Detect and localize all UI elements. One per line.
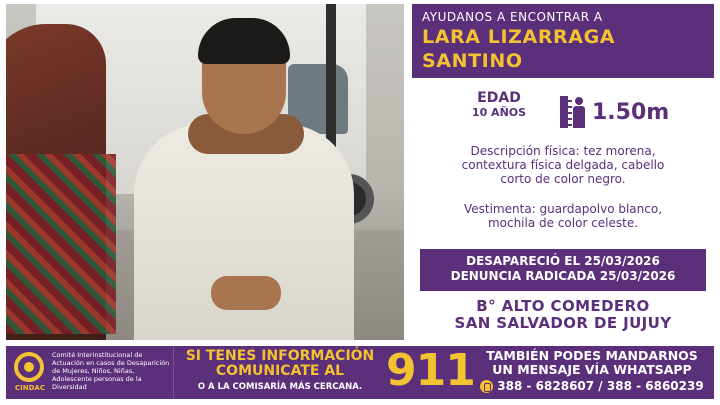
missing-person-photo xyxy=(6,4,404,340)
whatsapp-phones xyxy=(472,378,712,394)
person-name-line2: SANTINO xyxy=(422,50,523,72)
description-line: Descripción física: tez morena, xyxy=(470,144,656,158)
info-panel xyxy=(412,4,714,340)
name-header xyxy=(412,4,714,78)
clothing-description xyxy=(412,202,714,230)
whatsapp-line1: TAMBIÉN PODES MANDARNOS xyxy=(486,348,698,363)
whatsapp-line2: UN MENSAJE VÍA WHATSAPP xyxy=(492,362,692,377)
call-info xyxy=(176,349,384,393)
whatsapp-info xyxy=(472,349,712,394)
cindac-logo-icon xyxy=(14,352,44,382)
photo-bystander-scarf xyxy=(6,154,116,334)
location-city: SAN SALVADOR DE JUJUY xyxy=(454,314,672,332)
height-ruler-icon xyxy=(558,96,588,128)
intro-text: AYUDANOS A ENCONTRAR A xyxy=(422,10,603,24)
disappeared-date: DESAPARECIÓ EL 25/03/2026 xyxy=(466,254,660,268)
clothing-line: mochila de color celeste. xyxy=(487,216,639,230)
org-acronym: CINDAC xyxy=(15,384,45,392)
location-neighborhood: B° ALTO COMEDERO xyxy=(476,297,650,315)
call-line1: SI TENES INFORMACIÓN xyxy=(185,348,375,364)
age-value: 10 AÑOS xyxy=(471,106,527,119)
org-block xyxy=(6,346,174,399)
physical-description xyxy=(412,144,714,186)
description-line: contextura física delgada, cabello xyxy=(461,158,665,172)
person-name-line1: LARA LIZARRAGA xyxy=(422,26,616,48)
location xyxy=(412,298,714,332)
description-line: corto de color negro. xyxy=(500,172,626,186)
call-line3: O A LA COMISARÍA MÁS CERCANA. xyxy=(197,382,363,392)
age-block xyxy=(464,90,534,119)
whatsapp-icon xyxy=(480,380,493,393)
photo-child-hands xyxy=(211,276,281,310)
org-description: Comité Interinstitucional de Actuación en casos de Desaparición de Mujeres, Niños, Niñas, Adolescente personas de la Diversidad xyxy=(52,351,170,391)
age-label: EDAD xyxy=(477,90,521,106)
dates-box xyxy=(420,249,706,291)
height-value: 1.50m xyxy=(592,99,670,125)
age-height-row xyxy=(412,90,714,134)
reported-date: DENUNCIA RADICADA 25/03/2026 xyxy=(450,269,676,283)
call-line2: COMUNICATE AL xyxy=(215,363,345,379)
emergency-number: 911 xyxy=(386,345,475,396)
height-block xyxy=(558,94,669,130)
whatsapp-phone-numbers: 388 - 6828607 / 388 - 6860239 xyxy=(497,379,704,393)
clothing-line: Vestimenta: guardapolvo blanco, xyxy=(463,202,663,216)
